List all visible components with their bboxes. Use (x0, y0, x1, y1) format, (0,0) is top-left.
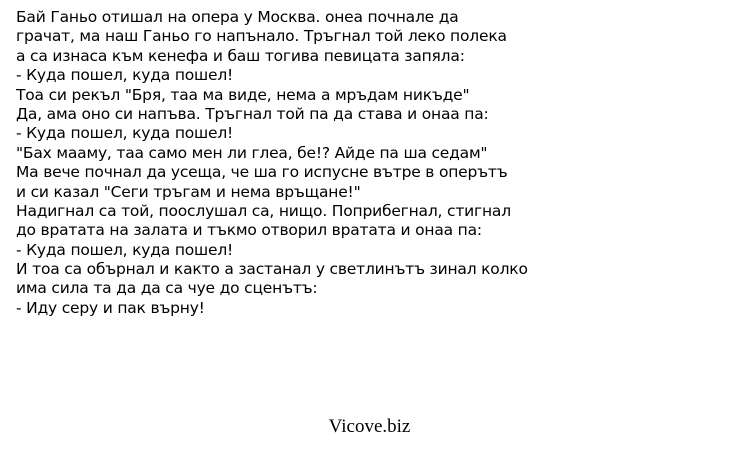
site-watermark: Vicove.biz (328, 416, 411, 437)
joke-text (16, 8, 726, 318)
joke-line: грачат, ма наш Ганьо го напънало. Тръгнал той леко полека (16, 27, 507, 46)
joke-line: "Бах маамy, таа само мен ли глеа, бе!? Айде па ша седам" (16, 143, 488, 162)
joke-line: Бай Ганьо отишал на опера у Москва. онеа почнале да (16, 8, 459, 26)
joke-line: Да, ама оно си напъва. Тръгнал той па да става и онаа па: (16, 104, 489, 123)
joke-line: и си казал "Сеги тръгам и нема връщане!" (16, 182, 361, 201)
joke-line: има сила та да да са чуе до сценътъ: (16, 279, 318, 298)
joke-line: - Куда пошел, куда пошел! (16, 66, 234, 85)
joke-line: - Иду серу и пак върну! (16, 298, 205, 317)
joke-line: Тоа си рекъл "Бря, таа ма виде, нема а мръдам никъде" (16, 85, 470, 104)
joke-line: - Куда пошел, куда пошел! (16, 240, 234, 259)
joke-line: а са изнаса към кенефа и баш тогива певицата запяла: (16, 46, 465, 65)
joke-line: Ма вече почнал да усеща, че ша го испусне вътре в оперътъ (16, 163, 508, 182)
joke-line: - Куда пошел, куда пошел! (16, 124, 234, 143)
joke-line: Надигнал са той, пооcлушал са, нищо. Поприбегнал, стигнал (16, 201, 511, 220)
joke-line: И тоа са обърнал и както а застанал у светлинътъ зинал колко (16, 260, 528, 279)
joke-line: до вратата на залата и тъкмо отворил вратата и онаа па: (16, 221, 482, 240)
